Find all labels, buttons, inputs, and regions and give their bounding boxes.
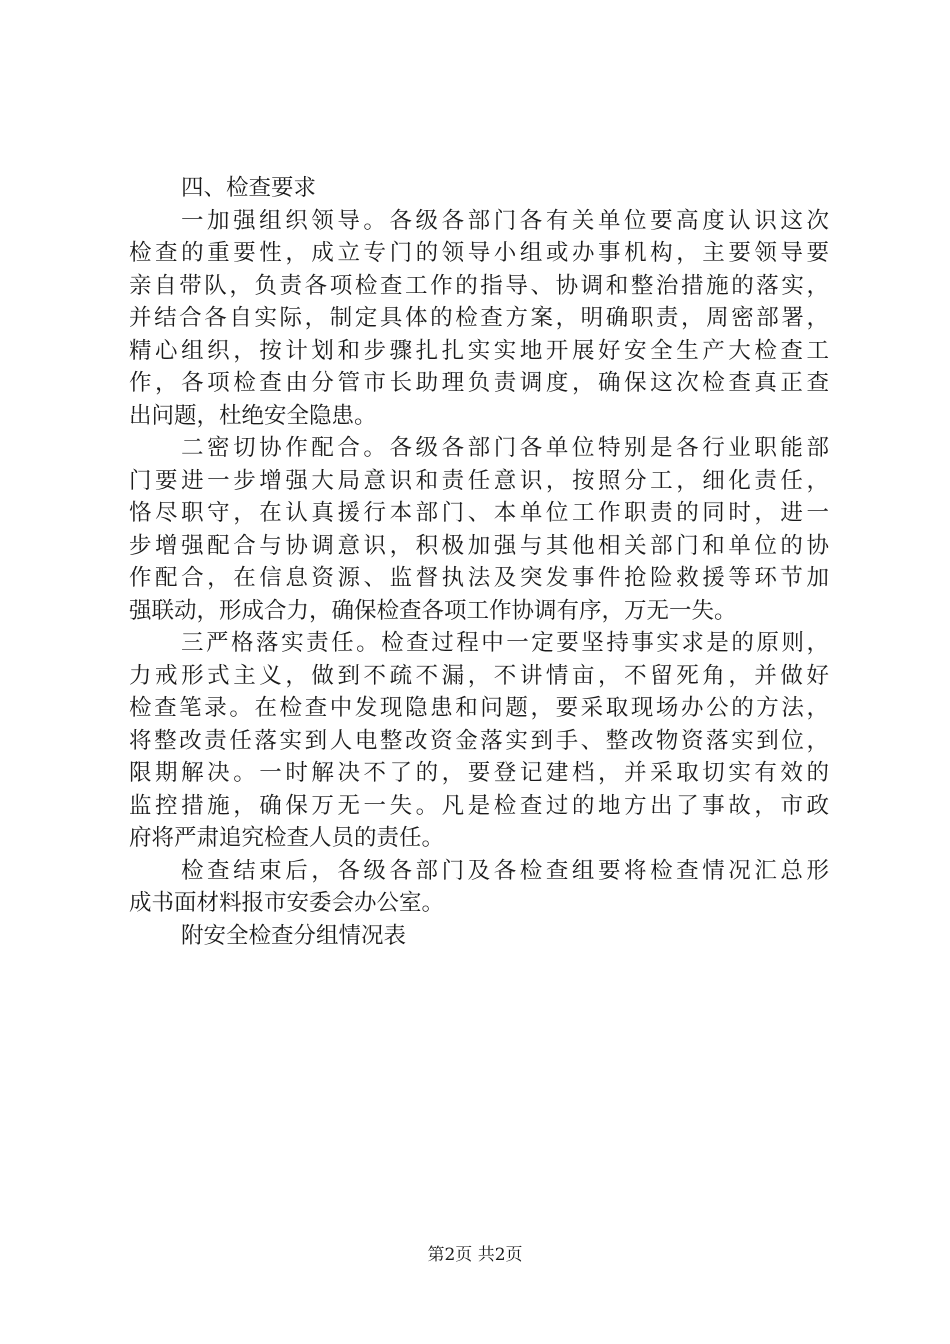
paragraph-2-line-2: 门要进一步增强大局意识和责任意识，按照分工，细化责任， — [129, 467, 829, 494]
paragraph-3-line-5: 限期解决。一时解决不了的，要登记建档，并采取切实有效的 — [129, 760, 829, 786]
paragraph-3-line-7: 府将严肃追究检查人员的责任。 — [129, 825, 445, 851]
paragraph-1-line-6: 作，各项检查由分管市长助理负责调度，确保这次检查真正查 — [129, 370, 829, 396]
paragraph-1-line-4: 并结合各自实际，制定具体的检查方案，明确职责，周密部署， — [129, 305, 829, 331]
paragraph-1-line-5: 精心组织，按计划和步骤扎扎实实地开展好安全生产大检查工 — [129, 337, 829, 364]
paragraph-2-line-1: 二密切协作配合。各级各部门各单位特别是各行业职能部 — [181, 435, 829, 461]
document-body — [129, 172, 829, 952]
paragraph-3-line-2: 力戒形式主义，做到不疏不漏，不讲情亩，不留死角，并做好 — [129, 662, 829, 689]
attachment-note: 附安全检查分组情况表 — [181, 922, 407, 949]
paragraph-4-line-2: 成书面材料报市安委会办公室。 — [129, 890, 445, 916]
paragraph-1-line-1: 一加强组织领导。各级各部门各有关单位要高度认识这次 — [181, 207, 829, 234]
paragraph-3-line-1: 三严格落实责任。检查过程中一定要坚持事实求是的原则， — [181, 630, 829, 656]
paragraph-3-line-4: 将整改责任落实到人电整改资金落实到手、整改物资落实到位， — [129, 727, 829, 754]
paragraph-2-line-4: 步增强配合与协调意识，积极加强与其他相关部门和单位的协 — [129, 532, 829, 559]
page-number-footer: 第2页 共2页 — [427, 1245, 523, 1265]
paragraph-3-line-6: 监控措施，确保万无一失。凡是检查过的地方出了事故，市政 — [129, 792, 829, 819]
paragraph-1-line-2: 检查的重要性，成立专门的领导小组或办事机构，主要领导要 — [129, 240, 829, 266]
section-heading: 四、检查要求 — [181, 175, 317, 201]
paragraph-4-line-1: 检查结束后，各级各部门及各检查组要将检查情况汇总形 — [181, 857, 829, 884]
paragraph-1-line-7: 出问题，杜绝安全隐患。 — [129, 402, 377, 429]
paragraph-2-line-6: 强联动，形成合力，确保检查各项工作协调有序，万无一失。 — [129, 597, 737, 624]
paragraph-3-line-3: 检查笔录。在检查中发现隐患和问题，要采取现场办公的方法， — [129, 695, 829, 721]
paragraph-2-line-5: 作配合，在信息资源、监督执法及突发事件抢险救援等环节加 — [129, 565, 829, 591]
paragraph-2-line-3: 恪尽职守，在认真援行本部门、本单位工作职责的同时，进一 — [129, 500, 829, 526]
paragraph-1-line-3: 亲自带队，负责各项检查工作的指导、协调和整治措施的落实， — [129, 272, 829, 299]
